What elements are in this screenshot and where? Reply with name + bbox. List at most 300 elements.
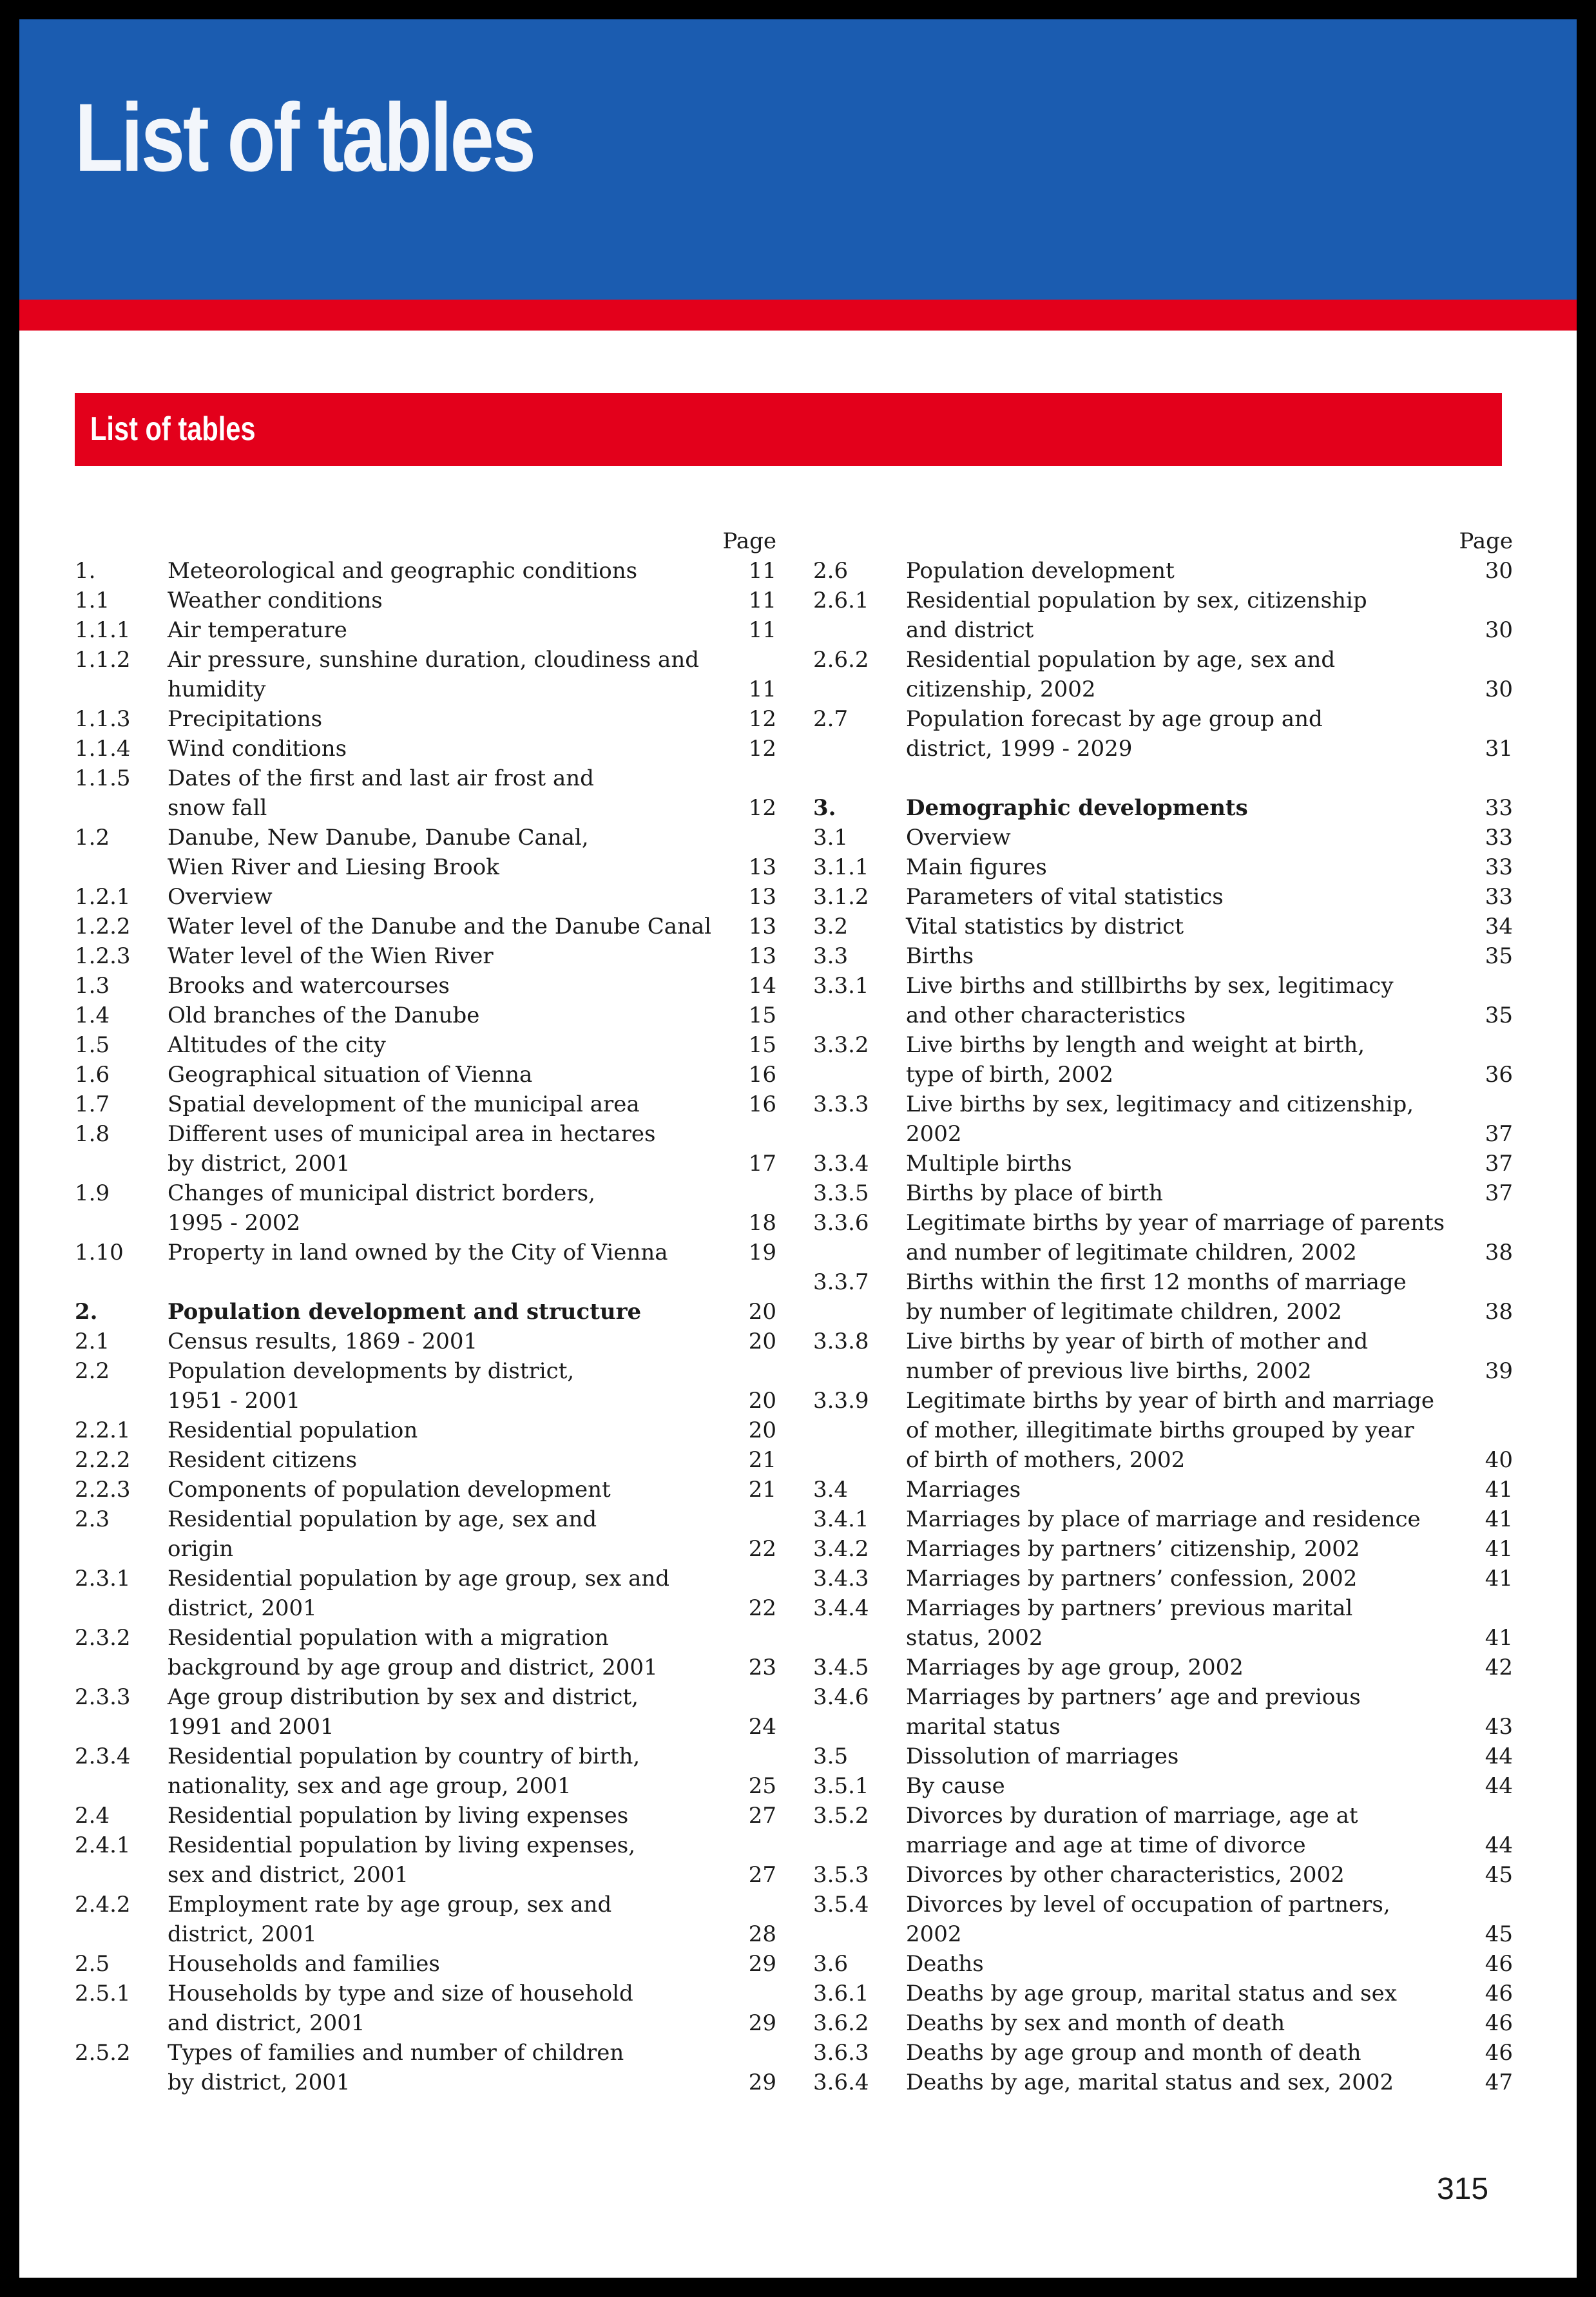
toc-entry (813, 941, 1517, 971)
toc-entry (813, 556, 1517, 586)
toc-entry-page: 20 (748, 1388, 776, 1414)
toc-entry-title: Divorces by duration of marriage, age at marriage and age at time of divorce (906, 1803, 1358, 1858)
toc-entry-title: Live births and stillbirths by sex, legitimacy and other characteristics (906, 973, 1394, 1028)
toc-entry-title: Population development (906, 558, 1175, 584)
toc-entry (75, 1504, 780, 1564)
toc-entry-number: 2.3.1 (75, 1566, 131, 1591)
toc-entry-page: 27 (748, 1803, 776, 1829)
page-column-label: Page (722, 528, 776, 554)
toc-entry-number: 3.4.6 (813, 1684, 869, 1710)
toc-entry (813, 1860, 1517, 1890)
toc-entry-number: 3.3.2 (813, 1032, 869, 1058)
toc-entry-title: Wind conditions (168, 736, 347, 762)
toc-entry (813, 1771, 1517, 1801)
toc-entry-title: Legitimate births by year of marriage of parents and number of legitimate children, 2002 (906, 1210, 1445, 1265)
toc-entry-page: 37 (1485, 1151, 1513, 1177)
toc-entry-title: Dissolution of marriages (906, 1744, 1179, 1769)
toc-entry-title: Births within the first 12 months of marriage by number of legitimate children, 2002 (906, 1269, 1407, 1325)
toc-entry-number: 1.1.4 (75, 736, 131, 762)
toc-entry (813, 1890, 1517, 1949)
toc-entry-page: 20 (748, 1418, 776, 1443)
toc-entry-number: 3.3.7 (813, 1269, 869, 1295)
toc-entry-number: 3.6.2 (813, 2010, 869, 2036)
toc-entry-title: Precipitations (168, 706, 323, 732)
toc-entry-page: 41 (1485, 1566, 1513, 1591)
toc-entry-title: Vital statistics by district (906, 914, 1184, 939)
toc-entry-title: Divorces by level of occupation of partners, 2002 (906, 1892, 1390, 1947)
toc-entry-page: 33 (1485, 884, 1513, 910)
toc-entry-page: 15 (748, 1032, 776, 1058)
toc-entry-page: 13 (748, 884, 776, 910)
toc-entry-number: 3.6 (813, 1951, 849, 1977)
toc-entry-title: Demographic developments (906, 795, 1248, 821)
toc-entry-number: 3.2 (813, 914, 849, 939)
toc-entry-title: Divorces by other characteristics, 2002 (906, 1862, 1345, 1888)
toc-entry (813, 586, 1517, 645)
toc-entry-number: 3.6.3 (813, 2040, 869, 2066)
toc-entry-page: 46 (1485, 1951, 1513, 1977)
toc-entry-title: Different uses of municipal area in hectares by district, 2001 (168, 1121, 656, 1177)
toc-entry (75, 1742, 780, 1801)
toc-entry-page: 12 (748, 795, 776, 821)
toc-entry-page: 12 (748, 706, 776, 732)
toc-entry-title: Residential population by living expenses (168, 1803, 629, 1829)
toc-entry-number: 3.1.1 (813, 854, 869, 880)
toc-entry-title: Geographical situation of Vienna (168, 1062, 533, 1088)
toc-entry (75, 1119, 780, 1178)
toc-entry (75, 882, 780, 912)
toc-entry (813, 645, 1517, 704)
toc-entry-title: Weather conditions (168, 588, 383, 613)
toc-entry (75, 941, 780, 971)
toc-entry (75, 1416, 780, 1445)
toc-entry-number: 2.3.3 (75, 1684, 131, 1710)
toc-entry-page: 27 (748, 1862, 776, 1888)
toc-entry-page: 30 (1485, 558, 1513, 584)
toc-entry (75, 1801, 780, 1831)
toc-entry (813, 1742, 1517, 1771)
toc-entry (813, 1267, 1517, 1327)
toc-entry (75, 1475, 780, 1504)
toc-entry-number: 2.2.1 (75, 1418, 131, 1443)
toc-entry (813, 1564, 1517, 1593)
toc-entry-title: Residential population by sex, citizenship and district (906, 588, 1367, 643)
toc-entry (75, 1297, 780, 1327)
toc-entry-page: 13 (748, 943, 776, 969)
toc-entry (75, 734, 780, 764)
toc-entry-number: 3.1.2 (813, 884, 869, 910)
page-title: List of tables (75, 83, 534, 191)
toc-entry-page: 46 (1485, 2040, 1513, 2066)
toc-entry-number: 3.3.5 (813, 1180, 869, 1206)
toc-entry-title: Legitimate births by year of birth and marriage of mother, illegitimate births grouped by year of birth of mothers, 2002 (906, 1388, 1435, 1473)
toc-entry-title: Main figures (906, 854, 1047, 880)
toc-entry-page: 35 (1485, 1003, 1513, 1028)
toc-entry (813, 793, 1517, 823)
toc-entry (813, 1801, 1517, 1860)
section-bar (75, 393, 1502, 466)
toc-entry-title: Population forecast by age group and district, 1999 - 2029 (906, 706, 1323, 762)
toc-entry (813, 1386, 1517, 1475)
toc-entry-title: Live births by year of birth of mother and number of previous live births, 2002 (906, 1329, 1369, 1384)
toc-entry-number: 2.4 (75, 1803, 110, 1829)
page-number: 315 (1437, 2172, 1489, 2206)
toc-list-left (75, 556, 780, 2097)
toc-entry-page: 39 (1485, 1358, 1513, 1384)
toc-entry (75, 1623, 780, 1682)
toc-entry-number: 1.3 (75, 973, 110, 999)
toc-entry-number: 2.2.3 (75, 1477, 131, 1503)
toc-entry-page: 21 (748, 1477, 776, 1503)
toc-entry (813, 2038, 1517, 2068)
toc-entry-title: Overview (168, 884, 273, 910)
toc-entry-title: Water level of the Wien River (168, 943, 494, 969)
toc-entry (75, 971, 780, 1001)
toc-entry-number: 2.3 (75, 1506, 110, 1532)
toc-entry-title: Live births by length and weight at birth, type of birth, 2002 (906, 1032, 1365, 1088)
toc-entry-number: 1.2.3 (75, 943, 131, 969)
toc-entry (75, 615, 780, 645)
toc-entry (75, 1356, 780, 1416)
toc-entry-title: By cause (906, 1773, 1005, 1799)
toc-entry-page: 37 (1485, 1180, 1513, 1206)
toc-entry-number: 2.3.4 (75, 1744, 131, 1769)
toc-entry (813, 882, 1517, 912)
toc-entry-page: 35 (1485, 943, 1513, 969)
toc-entry-title: Spatial development of the municipal area (168, 1091, 640, 1117)
toc-entry-number: 2. (75, 1299, 98, 1325)
toc-entry-number: 3.5.2 (813, 1803, 869, 1829)
page-column-label: Page (1459, 528, 1513, 554)
toc-entry (75, 1831, 780, 1890)
toc-entry-title: Altitudes of the city (168, 1032, 386, 1058)
toc-entry (75, 556, 780, 586)
toc-entry-page: 44 (1485, 1832, 1513, 1858)
toc-entry (813, 1475, 1517, 1504)
toc-entry-number: 2.2 (75, 1358, 110, 1384)
toc-entry-page: 41 (1485, 1536, 1513, 1562)
toc-entry-number: 3.3.9 (813, 1388, 869, 1414)
toc-entry (813, 1949, 1517, 1979)
toc-entry-page: 29 (748, 1951, 776, 1977)
toc-entry-title: Residential population by age, sex and origin (168, 1506, 597, 1562)
toc-entry-page: 19 (748, 1240, 776, 1265)
toc-entry (75, 1030, 780, 1060)
toc-entry-page: 17 (748, 1151, 776, 1177)
toc-entry-page: 41 (1485, 1625, 1513, 1651)
toc-entry-page: 33 (1485, 854, 1513, 880)
toc-entry-title: Deaths by sex and month of death (906, 2010, 1285, 2036)
toc-entry-number: 3. (813, 795, 836, 821)
toc-entry-title: Multiple births (906, 1151, 1072, 1177)
toc-entry-title: Population developments by district, 1951 - 2001 (168, 1358, 575, 1414)
toc-entry (813, 1682, 1517, 1742)
toc-entry-page: 41 (1485, 1506, 1513, 1532)
toc-entry-title: Marriages (906, 1477, 1021, 1503)
toc-entry (813, 1979, 1517, 2008)
section-title: List of tables (90, 410, 256, 448)
toc-entry-title: Parameters of vital statistics (906, 884, 1224, 910)
toc-entry-title: Residential population by age group, sex and district, 2001 (168, 1566, 670, 1621)
toc-entry-number: 1.2 (75, 825, 110, 851)
toc-entry-title: Property in land owned by the City of Vienna (168, 1240, 668, 1265)
toc-entry-page: 33 (1485, 825, 1513, 851)
toc-entry-page: 45 (1485, 1862, 1513, 1888)
toc-entry-page: 29 (748, 2070, 776, 2095)
toc-entry-page: 12 (748, 736, 776, 762)
toc-entry-title: Air pressure, sunshine duration, cloudiness and humidity (168, 647, 699, 702)
toc-entry-title: Old branches of the Danube (168, 1003, 480, 1028)
toc-entry-number: 1. (75, 558, 96, 584)
toc-spacer (813, 764, 1517, 793)
header-band (19, 19, 1577, 300)
toc-entry-page: 33 (1485, 795, 1513, 821)
toc-entry-title: Residential population by living expenses, sex and district, 2001 (168, 1832, 636, 1888)
toc-entry-page: 16 (748, 1091, 776, 1117)
toc-entry (813, 1149, 1517, 1178)
toc-entry-number: 2.6.1 (813, 588, 869, 613)
toc-entry-number: 1.7 (75, 1091, 110, 1117)
toc-entry (75, 1327, 780, 1356)
toc-entry-title: Changes of municipal district borders, 1995 - 2002 (168, 1180, 595, 1236)
toc-entry-number: 2.5 (75, 1951, 110, 1977)
toc-entry-page: 37 (1485, 1121, 1513, 1147)
toc-entry-number: 2.3.2 (75, 1625, 131, 1651)
toc-entry-page: 29 (748, 2010, 776, 2036)
toc-entry-number: 1.1.1 (75, 617, 131, 643)
toc-entry-title: Deaths (906, 1951, 984, 1977)
toc-entry-page: 25 (748, 1773, 776, 1799)
toc-entry-title: Live births by sex, legitimacy and citizenship, 2002 (906, 1091, 1414, 1147)
toc-entry-number: 1.2.2 (75, 914, 131, 939)
toc-entry (813, 1504, 1517, 1534)
toc-entry-number: 1.10 (75, 1240, 124, 1265)
toc-entry-page: 22 (748, 1595, 776, 1621)
toc-entry-number: 1.4 (75, 1003, 110, 1028)
toc-entry (813, 823, 1517, 852)
toc-entry-number: 1.1.2 (75, 647, 131, 673)
toc-entry-number: 3.4.2 (813, 1536, 869, 1562)
toc-entry-title: Households by type and size of household and district, 2001 (168, 1981, 633, 2036)
toc-entry-title: Households and families (168, 1951, 440, 1977)
toc-spacer (75, 1267, 780, 1297)
toc-entry-page: 45 (1485, 1921, 1513, 1947)
toc-entry-number: 3.3.1 (813, 973, 869, 999)
toc-entry-title: Marriages by age group, 2002 (906, 1655, 1244, 1680)
toc-entry-page: 43 (1485, 1714, 1513, 1740)
toc-entry-page: 11 (748, 617, 776, 643)
toc-entry-page: 44 (1485, 1744, 1513, 1769)
toc-entry-title: Air temperature (168, 617, 347, 643)
toc-entry-page: 16 (748, 1062, 776, 1088)
toc-entry-number: 3.5 (813, 1744, 849, 1769)
toc-entry (75, 1949, 780, 1979)
toc-entry-page: 13 (748, 854, 776, 880)
toc-list-right (813, 556, 1517, 2097)
toc-entry (75, 1682, 780, 1742)
toc-entry-number: 2.6.2 (813, 647, 869, 673)
toc-entry-number: 3.4 (813, 1477, 849, 1503)
toc-entry-title: Types of families and number of children by district, 2001 (168, 2040, 624, 2095)
toc-entry-page: 13 (748, 914, 776, 939)
toc-entry (75, 1090, 780, 1119)
toc-entry-title: Employment rate by age group, sex and district, 2001 (168, 1892, 612, 1947)
toc-entry (813, 1327, 1517, 1386)
toc-entry (75, 823, 780, 882)
toc-entry-title: Brooks and watercourses (168, 973, 450, 999)
toc-entry-number: 3.6.4 (813, 2070, 869, 2095)
toc-entry-page: 41 (1485, 1477, 1513, 1503)
toc-entry-title: Population development and structure (168, 1299, 642, 1325)
toc-entry-title: Deaths by age group, marital status and sex (906, 1981, 1397, 2006)
toc-entry-number: 3.3.6 (813, 1210, 869, 1236)
toc-entry-number: 1.8 (75, 1121, 110, 1147)
toc-entry (75, 1564, 780, 1623)
toc-entry-page: 40 (1485, 1447, 1513, 1473)
toc-entry-title: Residential population with a migration background by age group and district, 2001 (168, 1625, 658, 1680)
toc-entry-number: 2.5.2 (75, 2040, 131, 2066)
toc-entry-number: 2.1 (75, 1329, 110, 1354)
toc-entry-page: 22 (748, 1536, 776, 1562)
toc-entry (813, 1653, 1517, 1682)
toc-entry (75, 1178, 780, 1238)
toc-entry-number: 3.3.8 (813, 1329, 869, 1354)
toc-entry-page: 11 (748, 558, 776, 584)
toc-entry-page: 38 (1485, 1299, 1513, 1325)
toc-entry-page: 44 (1485, 1773, 1513, 1799)
toc-column-left (75, 526, 780, 2097)
toc-entry-page: 15 (748, 1003, 776, 1028)
toc-entry-title: Deaths by age, marital status and sex, 2002 (906, 2070, 1394, 2095)
toc-entry (813, 1534, 1517, 1564)
toc-entry-number: 2.7 (813, 706, 849, 732)
toc-entry-number: 1.5 (75, 1032, 110, 1058)
toc-entry-title: Components of population development (168, 1477, 611, 1503)
toc-entry (75, 764, 780, 823)
toc-entry-title: Marriages by partners’ previous marital status, 2002 (906, 1595, 1353, 1651)
toc-entry-page: 21 (748, 1447, 776, 1473)
toc-entry (75, 704, 780, 734)
toc-entry-title: Marriages by partners’ citizenship, 2002 (906, 1536, 1360, 1562)
toc-entry (75, 1890, 780, 1949)
toc-entry (813, 1030, 1517, 1090)
toc-entry-number: 3.6.1 (813, 1981, 869, 2006)
toc-entry-page: 30 (1485, 677, 1513, 702)
toc-entry-number: 3.3.4 (813, 1151, 869, 1177)
toc-entry-page: 46 (1485, 1981, 1513, 2006)
toc-entry-number: 1.1 (75, 588, 110, 613)
toc-entry-number: 2.2.2 (75, 1447, 131, 1473)
toc-entry-title: Marriages by partners’ age and previous marital status (906, 1684, 1361, 1740)
toc-entry-number: 3.4.1 (813, 1506, 869, 1532)
toc-entry-number: 3.1 (813, 825, 849, 851)
toc-entry-number: 3.5.3 (813, 1862, 869, 1888)
toc-entry-number: 3.3.3 (813, 1091, 869, 1117)
toc-entry-number: 2.4.1 (75, 1832, 131, 1858)
toc-entry-page: 11 (748, 677, 776, 702)
toc-entry-page: 47 (1485, 2070, 1513, 2095)
header-red-stripe (19, 300, 1577, 331)
toc-entry-number: 1.6 (75, 1062, 110, 1088)
toc-entry-number: 3.4.3 (813, 1566, 869, 1591)
toc-entry-number: 3.3 (813, 943, 849, 969)
toc-entry-title: Residential population (168, 1418, 418, 1443)
toc-entry-page: 34 (1485, 914, 1513, 939)
toc-entry (813, 704, 1517, 764)
toc-entry-page: 30 (1485, 617, 1513, 643)
toc-entry-page: 38 (1485, 1240, 1513, 1265)
toc-entry-page: 18 (748, 1210, 776, 1236)
toc-entry-title: Deaths by age group and month of death (906, 2040, 1361, 2066)
toc-entry-number: 2.5.1 (75, 1981, 131, 2006)
toc-entry-page: 28 (748, 1921, 776, 1947)
toc-entry (813, 852, 1517, 882)
toc-entry-page: 36 (1485, 1062, 1513, 1088)
toc-entry-number: 2.6 (813, 558, 849, 584)
toc-entry-title: Marriages by place of marriage and residence (906, 1506, 1421, 1532)
toc-entry-number: 2.4.2 (75, 1892, 131, 1917)
toc-entry (813, 2068, 1517, 2097)
toc-entry-page: 24 (748, 1714, 776, 1740)
toc-entry-title: Marriages by partners’ confession, 2002 (906, 1566, 1358, 1591)
toc-entry-title: Residential population by age, sex and citizenship, 2002 (906, 647, 1336, 702)
toc-entry (813, 1090, 1517, 1149)
toc-entry-title: Births by place of birth (906, 1180, 1163, 1206)
toc-entry-title: Overview (906, 825, 1011, 851)
toc-entry-number: 1.9 (75, 1180, 110, 1206)
toc-entry (75, 1060, 780, 1090)
toc-entry (813, 1178, 1517, 1208)
toc-entry-page: 20 (748, 1299, 776, 1325)
toc-entry-title: Danube, New Danube, Danube Canal, Wien River and Liesing Brook (168, 825, 589, 880)
toc-entry (75, 1238, 780, 1267)
toc-entry (813, 2008, 1517, 2038)
toc-entry-page: 11 (748, 588, 776, 613)
toc-entry-number: 3.4.4 (813, 1595, 869, 1621)
toc-entry (75, 2038, 780, 2097)
toc-entry-title: Resident citizens (168, 1447, 358, 1473)
toc-entry-number: 3.5.4 (813, 1892, 869, 1917)
toc-entry (813, 1208, 1517, 1267)
toc-entry-page: 14 (748, 973, 776, 999)
toc-entry (75, 912, 780, 941)
toc-entry-title: Meteorological and geographic conditions (168, 558, 638, 584)
toc-entry-page: 46 (1485, 2010, 1513, 2036)
toc-entry-number: 1.2.1 (75, 884, 131, 910)
toc-entry (813, 971, 1517, 1030)
toc-entry (75, 645, 780, 704)
toc-entry (75, 586, 780, 615)
toc-entry (75, 1445, 780, 1475)
toc-entry-title: Births (906, 943, 974, 969)
toc-entry-title: Water level of the Danube and the Danube Canal (168, 914, 712, 939)
toc-entry (75, 1979, 780, 2038)
toc-entry-title: Age group distribution by sex and district, 1991 and 2001 (168, 1684, 639, 1740)
toc-entry-page: 31 (1485, 736, 1513, 762)
toc-entry-title: Census results, 1869 - 2001 (168, 1329, 478, 1354)
toc-entry-number: 3.4.5 (813, 1655, 869, 1680)
toc-column-right (813, 526, 1517, 2097)
toc-entry-title: Dates of the first and last air frost and snow fall (168, 765, 594, 821)
toc-entry-number: 1.1.3 (75, 706, 131, 732)
toc-entry-number: 1.1.5 (75, 765, 131, 791)
toc-entry-page: 23 (748, 1655, 776, 1680)
toc-entry-page: 20 (748, 1329, 776, 1354)
toc-entry (813, 1593, 1517, 1653)
toc-entry-page: 42 (1485, 1655, 1513, 1680)
toc-entry-title: Residential population by country of birth, nationality, sex and age group, 2001 (168, 1744, 640, 1799)
toc-entry (813, 912, 1517, 941)
